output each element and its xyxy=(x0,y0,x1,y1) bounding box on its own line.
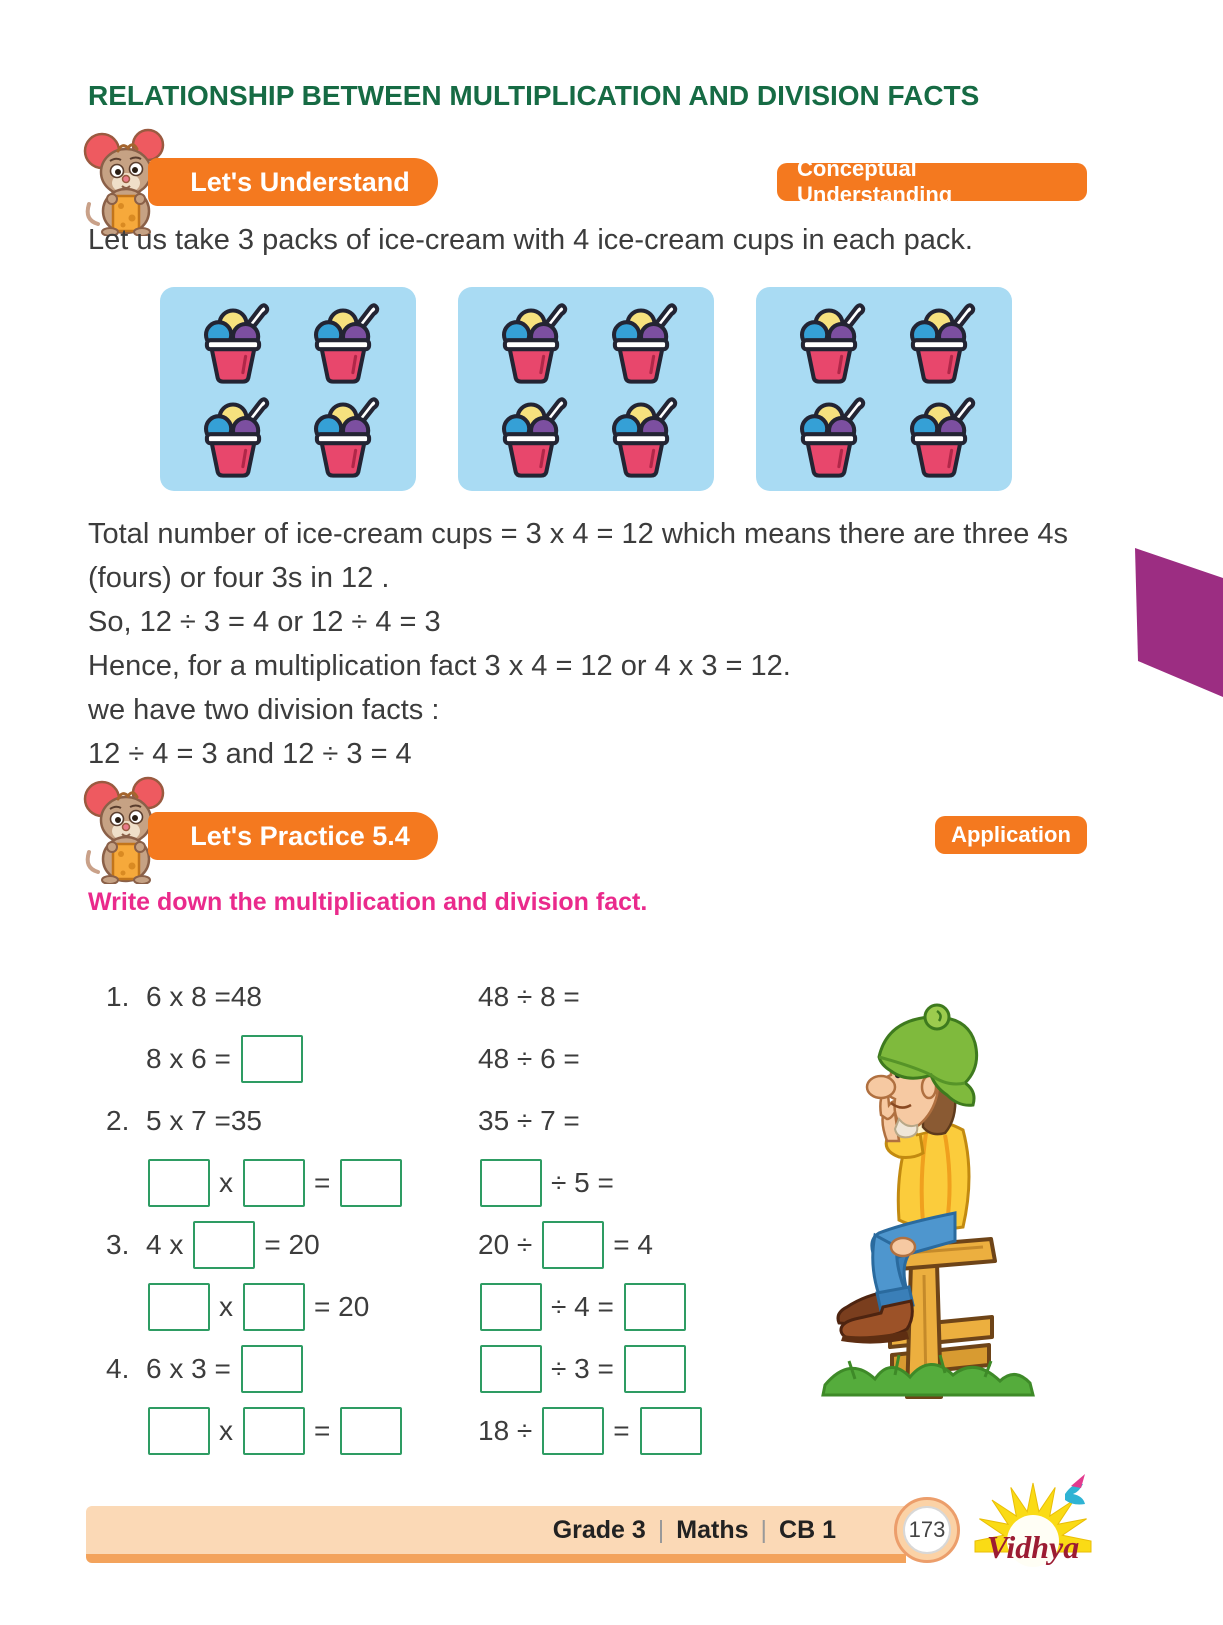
expression-text: 18 ÷ xyxy=(478,1415,533,1446)
intro-text: Let us take 3 packs of ice-cream with 4 ice-cream cups in each pack. xyxy=(88,224,973,256)
explanation-line: So, 12 ÷ 3 = 4 or 12 ÷ 4 = 3 xyxy=(88,606,441,638)
page-title: RELATIONSHIP BETWEEN MULTIPLICATION AND DIVISION FACTS xyxy=(88,80,980,111)
vidhya-logo xyxy=(952,1456,1114,1571)
expression-text: 4 x xyxy=(146,1229,184,1260)
expression-text: 20 ÷ xyxy=(478,1229,533,1260)
purple-ribbon-decoration xyxy=(1135,545,1223,697)
ice-cream-pack xyxy=(756,287,1012,491)
expression-text: 35 ÷ 7 = xyxy=(478,1105,580,1136)
expression-text: x xyxy=(219,1167,233,1198)
answer-box[interactable] xyxy=(243,1283,305,1331)
ice-cream-packs xyxy=(160,287,1012,491)
answer-box[interactable] xyxy=(640,1407,702,1455)
answer-box[interactable] xyxy=(542,1407,604,1455)
footer-separator: | xyxy=(760,1515,768,1544)
answer-box[interactable] xyxy=(340,1407,402,1455)
exercise-row xyxy=(106,1028,806,1090)
exercise-expression xyxy=(146,1283,478,1331)
ice-cream-cup-icon xyxy=(594,391,688,481)
expression-text: = 20 xyxy=(314,1291,370,1322)
exercise-expression xyxy=(146,981,478,1013)
footer-subject: Maths xyxy=(676,1515,749,1544)
ice-cream-pack xyxy=(458,287,714,491)
brand-name: Vidhya xyxy=(986,1529,1080,1565)
exercise-number: 3. xyxy=(106,1229,130,1260)
exercise-expression xyxy=(478,1283,806,1331)
footer-separator: | xyxy=(657,1515,665,1544)
exercise-expression xyxy=(478,1105,806,1137)
exercise-expression xyxy=(478,1345,806,1393)
exercise-expression xyxy=(146,1221,478,1269)
ice-cream-cup-icon xyxy=(296,391,390,481)
exercise-expression xyxy=(478,981,806,1013)
practice-instruction: Write down the multiplication and division fact. xyxy=(88,888,648,916)
answer-box[interactable] xyxy=(480,1345,542,1393)
expression-text: 48 ÷ 6 = xyxy=(478,1043,580,1074)
footer-book: CB 1 xyxy=(779,1515,836,1544)
exercise-row xyxy=(106,1090,806,1152)
exercise-row xyxy=(106,1152,806,1214)
expression-text: x xyxy=(219,1415,233,1446)
explanation-text xyxy=(88,512,1148,776)
exercise-number: 4. xyxy=(106,1353,130,1384)
exercise-expression xyxy=(478,1159,806,1207)
answer-box[interactable] xyxy=(148,1283,210,1331)
answer-box[interactable] xyxy=(193,1221,255,1269)
answer-box[interactable] xyxy=(624,1283,686,1331)
exercise-expression xyxy=(478,1043,806,1075)
footer-course: Grade 3 xyxy=(552,1515,646,1544)
expression-text: = xyxy=(314,1167,331,1198)
answer-box[interactable] xyxy=(340,1159,402,1207)
ice-cream-cup-icon xyxy=(186,297,280,387)
exercise-expression xyxy=(146,1035,478,1083)
exercise-list xyxy=(106,966,806,1462)
expression-text: 6 x 3 = xyxy=(146,1353,231,1384)
ice-cream-cup-icon xyxy=(594,297,688,387)
expression-text: = 4 xyxy=(613,1229,653,1260)
farmer-on-fence-illustration xyxy=(795,995,1195,1400)
exercise-row xyxy=(106,1214,806,1276)
exercise-number: 1. xyxy=(106,981,130,1012)
ice-cream-cup-icon xyxy=(782,297,876,387)
explanation-line: we have two division facts : xyxy=(88,694,440,726)
ice-cream-pack xyxy=(160,287,416,491)
expression-text: = xyxy=(613,1415,630,1446)
ice-cream-cup-icon xyxy=(782,391,876,481)
answer-box[interactable] xyxy=(480,1283,542,1331)
expression-text: x xyxy=(219,1291,233,1322)
ice-cream-cup-icon xyxy=(296,297,390,387)
exercise-row xyxy=(106,1276,806,1338)
footer-bar-shadow xyxy=(86,1554,906,1563)
exercise-row xyxy=(106,1400,806,1462)
ice-cream-cup-icon xyxy=(186,391,280,481)
exercise-expression xyxy=(146,1105,478,1137)
exercise-row xyxy=(106,1338,806,1400)
footer-bar xyxy=(86,1506,906,1554)
expression-text: 8 x 6 = xyxy=(146,1043,231,1074)
explanation-line: (fours) or four 3s in 12 . xyxy=(88,562,390,594)
exercise-expression xyxy=(146,1345,478,1393)
lets-practice-badge: Let's Practice 5.4 xyxy=(148,812,438,860)
answer-box[interactable] xyxy=(624,1345,686,1393)
expression-text: ÷ 3 = xyxy=(551,1353,614,1384)
exercise-row xyxy=(106,966,806,1028)
ice-cream-cup-icon xyxy=(892,297,986,387)
answer-box[interactable] xyxy=(480,1159,542,1207)
answer-box[interactable] xyxy=(243,1159,305,1207)
application-tag: Application xyxy=(935,816,1087,854)
answer-box[interactable] xyxy=(241,1345,303,1393)
conceptual-understanding-tag: Conceptual Understanding xyxy=(777,163,1087,201)
expression-text: ÷ 4 = xyxy=(551,1291,614,1322)
exercise-expression xyxy=(146,1159,478,1207)
ice-cream-cup-icon xyxy=(484,391,578,481)
explanation-line: Hence, for a multiplication fact 3 x 4 = 12 or 4 x 3 = 12. xyxy=(88,650,791,682)
page-number-cap xyxy=(894,1497,960,1563)
ice-cream-cup-icon xyxy=(484,297,578,387)
answer-box[interactable] xyxy=(148,1159,210,1207)
exercise-number: 2. xyxy=(106,1105,130,1136)
ice-cream-cup-icon xyxy=(892,391,986,481)
expression-text: 5 x 7 =35 xyxy=(146,1105,262,1136)
explanation-line: Total number of ice-cream cups = 3 x 4 = 12 which means there are three 4s xyxy=(88,518,1069,550)
expression-text: = 20 xyxy=(264,1229,320,1260)
exercise-expression xyxy=(478,1221,806,1269)
answer-box[interactable] xyxy=(243,1407,305,1455)
exercise-expression xyxy=(146,1407,478,1455)
answer-box[interactable] xyxy=(241,1035,303,1083)
answer-box[interactable] xyxy=(542,1221,604,1269)
explanation-line: 12 ÷ 4 = 3 and 12 ÷ 3 = 4 xyxy=(88,738,412,770)
page-number: 173 xyxy=(903,1506,951,1554)
lets-understand-badge: Let's Understand xyxy=(148,158,438,206)
expression-text: 6 x 8 =48 xyxy=(146,981,262,1012)
answer-box[interactable] xyxy=(148,1407,210,1455)
exercise-expression xyxy=(478,1407,806,1455)
expression-text: 48 ÷ 8 = xyxy=(478,981,580,1012)
expression-text: ÷ 5 = xyxy=(551,1167,614,1198)
expression-text: = xyxy=(314,1415,331,1446)
